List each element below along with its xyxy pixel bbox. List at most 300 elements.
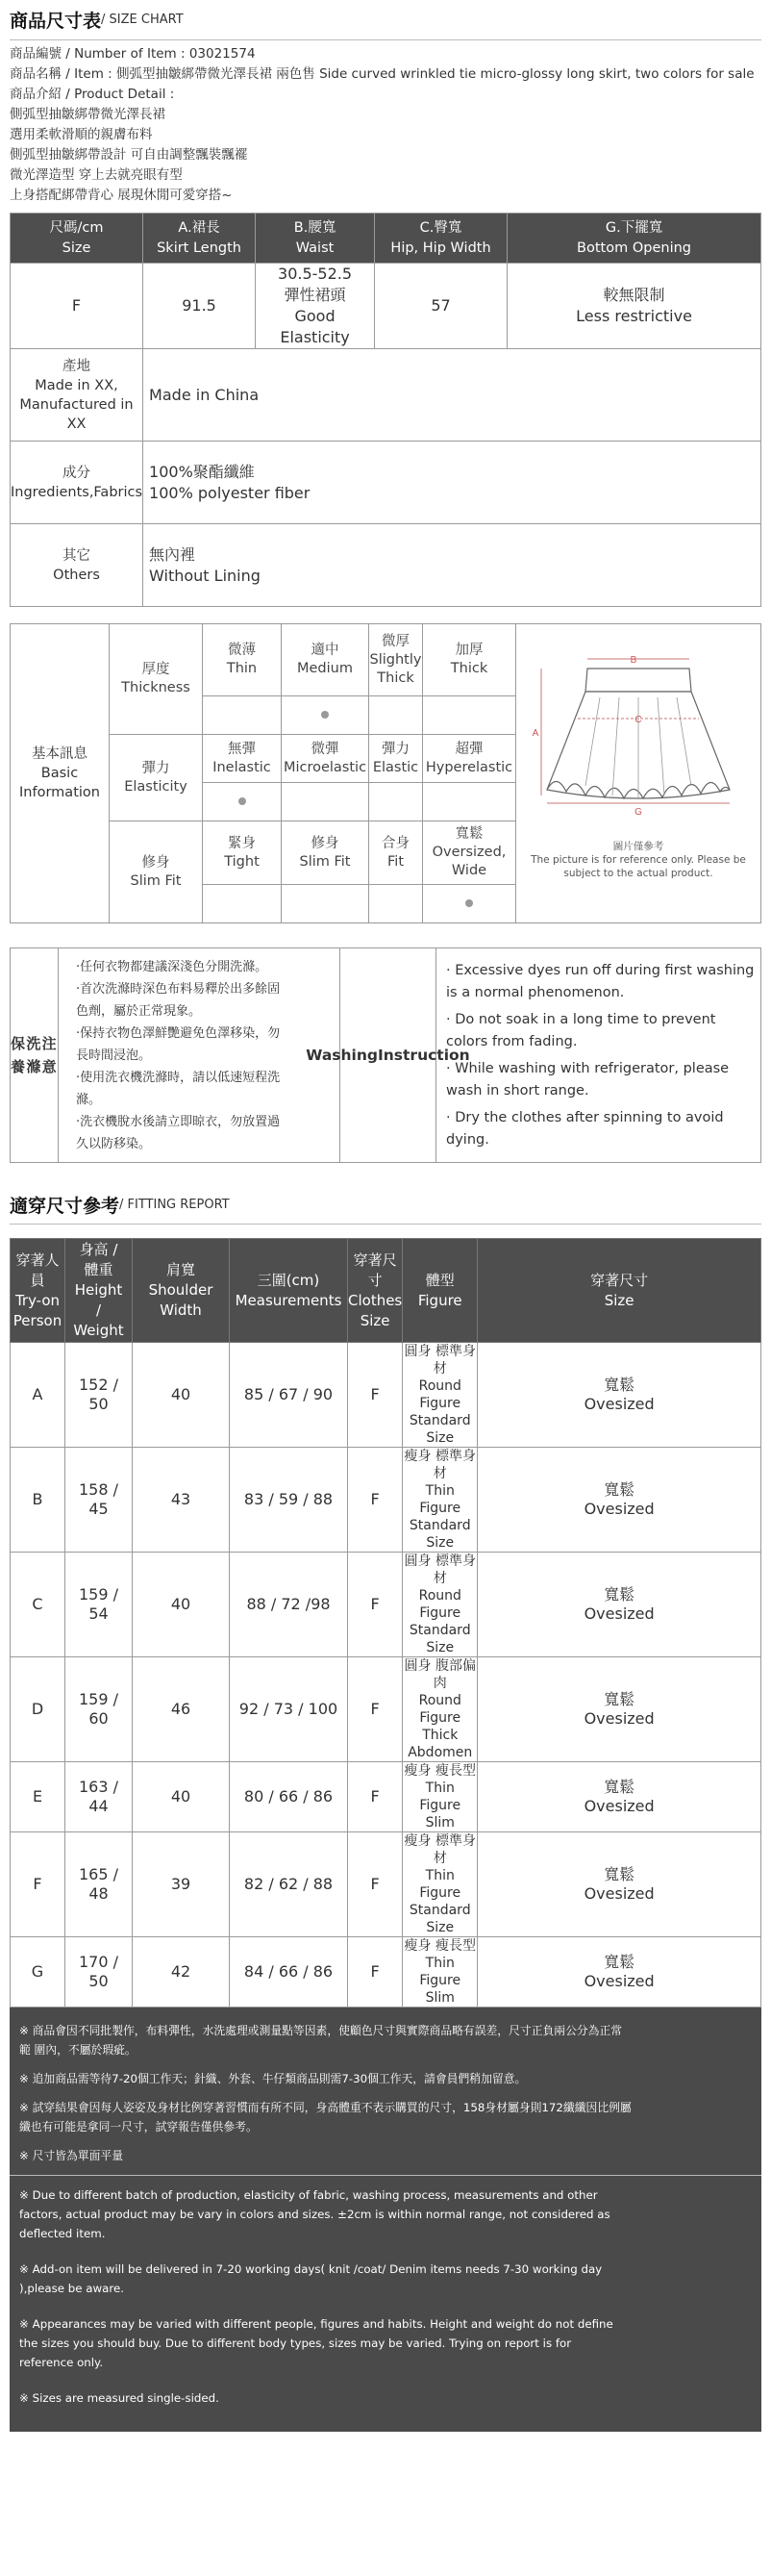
elasticity-option <box>369 735 423 783</box>
cell-line: Size <box>426 1640 455 1655</box>
option-line: 微薄 <box>228 643 256 658</box>
wash-line: ‧洗衣機脫水後請立即晾衣，勿放置過 <box>76 1115 281 1129</box>
header-line: Size <box>360 1311 390 1329</box>
fitting-cell <box>65 1832 133 1937</box>
row-label-line: Elasticity <box>124 778 187 795</box>
fitting-cell <box>65 1937 133 2008</box>
note-line: ※ 試穿結果會因每人姿姿及身材比例穿著習慣而有所不同，身高體重不表示購買的尺寸，158身材屬身則172纖纖因比例屬 <box>19 2101 632 2114</box>
diagram-label-g: G <box>634 807 642 818</box>
fitting-cell <box>11 1343 65 1448</box>
cell-line: Thin Figure <box>419 1956 461 1988</box>
waist-line: Elasticity <box>280 328 350 346</box>
fitting-cell <box>478 1832 761 1937</box>
bottom-line: Less restrictive <box>576 307 692 325</box>
fit-option <box>203 821 282 885</box>
page <box>10 0 761 2432</box>
header-line: Measurements <box>235 1291 342 1309</box>
diagram-caption <box>516 840 760 880</box>
note-zh <box>19 2146 752 2165</box>
cell-line: 152 / <box>78 1376 118 1394</box>
skirt-diagram <box>528 642 749 826</box>
note-line: deflected item. <box>19 2227 106 2240</box>
cell-line: 材 <box>433 1571 447 1586</box>
fitting-header-cell <box>478 1239 761 1343</box>
fitting-cell <box>230 1832 348 1937</box>
cell-line: Ovesized <box>584 1500 655 1518</box>
fit-option <box>369 821 423 885</box>
hip-cell: 57 <box>375 264 508 349</box>
note-en <box>19 2314 752 2372</box>
fitting-cell <box>133 1553 230 1657</box>
header-line: Size <box>62 240 91 256</box>
fitting-cell <box>403 1343 478 1448</box>
header-line: 肩寬 <box>165 1261 195 1278</box>
cell-line: D <box>31 1700 44 1718</box>
cell-line: B <box>32 1490 43 1508</box>
cell-line: 寬鬆 <box>604 1376 635 1394</box>
dot-indicator <box>238 797 246 805</box>
fitting-cell <box>403 1553 478 1657</box>
cell-line: 肉 <box>433 1676 447 1691</box>
cell-line: 48 <box>88 1884 109 1903</box>
fitting-header-cell <box>11 1239 65 1343</box>
fitting-table <box>10 1238 761 2008</box>
info-label-line: 產地 <box>62 358 91 374</box>
option-line: 無彈 <box>228 741 256 757</box>
caption-line: The picture is for reference only. Please be <box>531 854 746 866</box>
note-line: ※ 尺寸皆為單面平量 <box>19 2149 124 2162</box>
cell-line: 寬鬆 <box>604 1865 635 1883</box>
wash-line: · Excessive dyes run off during first washing <box>446 963 755 978</box>
elasticity-option <box>423 735 516 783</box>
cell-line: 54 <box>88 1604 109 1623</box>
fitting-header-cell <box>133 1239 230 1343</box>
dot-indicator <box>465 899 473 907</box>
header-line: Size <box>604 1291 634 1309</box>
info-label-line: Ingredients,Fabrics <box>11 484 143 500</box>
fitting-cell <box>133 1657 230 1762</box>
notes-en <box>19 2185 752 2408</box>
size-chart-subtitle: / SIZE CHART <box>101 13 184 27</box>
cell-line: Ovesized <box>584 1709 655 1728</box>
note-zh <box>19 2069 752 2088</box>
cell-line: Size <box>426 1535 455 1551</box>
origin-label <box>11 349 143 442</box>
cell-line: 43 <box>170 1490 191 1508</box>
info-row-origin <box>11 349 761 442</box>
fitting-cell <box>230 1657 348 1762</box>
cell-line: 60 <box>88 1709 109 1728</box>
info-label-line: Manufactured in <box>19 396 134 413</box>
fitting-cell <box>230 1937 348 2008</box>
header-line: 寸 <box>367 1271 383 1289</box>
info-label-line: XX <box>66 416 87 432</box>
info-label-line: 成分 <box>62 465 91 481</box>
row-label-line: 彈力 <box>141 760 170 776</box>
fitting-cell <box>11 1937 65 2008</box>
cell-line: 80 / 66 / 86 <box>243 1787 334 1806</box>
elasticity-option <box>203 735 282 783</box>
washing-zh-label <box>11 948 59 1162</box>
cell-line: 圓身 標準身 <box>404 1344 476 1359</box>
option-line: Wide <box>451 863 487 878</box>
header-line: 體重 <box>84 1261 113 1278</box>
fitting-header-cell <box>65 1239 133 1343</box>
option-line: Fit <box>387 853 404 870</box>
intro-line: 側弧型抽皺綁帶微光澤長裙 <box>10 107 165 122</box>
cell-line: Ovesized <box>584 1884 655 1903</box>
note-zh <box>19 2098 752 2136</box>
wash-en-item <box>444 1009 757 1053</box>
cell-line: Abdomen <box>408 1745 473 1760</box>
header-line: A.裙長 <box>178 219 220 236</box>
basic-info-line: Information <box>19 785 100 800</box>
size-table-header <box>11 214 761 264</box>
waist-line: 30.5-52.5 <box>278 265 353 283</box>
row-label-line: 修身 <box>141 854 170 871</box>
cell-line: 材 <box>433 1851 447 1866</box>
cell-line: Round <box>418 1693 461 1708</box>
cell-line: 40 <box>170 1595 191 1613</box>
header-line: Person <box>12 1311 62 1329</box>
wash-zh-item <box>74 978 332 1023</box>
header-line: C.臀寬 <box>419 219 462 236</box>
cell-line: 瘦身 標準身 <box>404 1449 476 1464</box>
header-line: 身高 / <box>79 1241 118 1258</box>
cell-line: 50 <box>88 1972 109 1990</box>
cell-line: 165 / <box>78 1865 118 1883</box>
thickness-option <box>369 624 423 696</box>
cell-line: F <box>370 1962 380 1981</box>
wash-en-item <box>444 1107 757 1151</box>
caption-line: 圖片僅參考 <box>612 841 664 852</box>
header-line: 體型 <box>425 1271 455 1289</box>
cell-line: Ovesized <box>584 1972 655 1990</box>
info-row-fabric <box>11 442 761 524</box>
fitting-cell <box>11 1448 65 1553</box>
product-intro <box>10 40 761 206</box>
option-line: Oversized, <box>432 845 507 860</box>
fitting-cell <box>133 1937 230 2008</box>
cell-line: 圓身 腹部偏 <box>404 1658 476 1674</box>
cell-line: 寬鬆 <box>604 1778 635 1796</box>
fitting-row <box>11 1832 761 1937</box>
size-chart-header <box>10 0 761 40</box>
cell-line: 88 / 72 /98 <box>246 1595 331 1613</box>
option-line: Medium <box>297 661 353 676</box>
dot-indicator <box>321 711 329 719</box>
option-line: Slim Fit <box>299 853 351 870</box>
cell-line: 寬鬆 <box>604 1480 635 1499</box>
intro-line: 選用柔軟滑順的親膚布料 <box>10 127 153 142</box>
skirt-diagram-cell <box>516 624 761 923</box>
intro-line: 商品編號 / Number of Item : 03021574 <box>10 46 256 62</box>
wash-line: 久以防移染。 <box>76 1137 152 1151</box>
size-chart-title: 商品尺寸表 <box>10 11 102 32</box>
option-line: 合身 <box>382 835 410 851</box>
cell-line: 50 <box>88 1395 109 1413</box>
fitting-cell <box>348 1448 403 1553</box>
note-line: 範 圍內，不屬於瑕疵。 <box>19 2043 137 2057</box>
cell-line: Figure <box>419 1605 461 1621</box>
wash-line: · While washing with refrigerator, please <box>446 1061 730 1076</box>
basic-info-line: Basic <box>40 766 79 781</box>
cell-line: 163 / <box>78 1778 118 1796</box>
cell-line: 45 <box>88 1500 109 1518</box>
cell-line: F <box>370 1875 380 1893</box>
fit-label <box>110 821 203 923</box>
note-zh <box>19 2021 752 2059</box>
elasticity-label <box>110 735 203 821</box>
info-label-line: Others <box>53 567 100 583</box>
fitting-header-cell <box>348 1239 403 1343</box>
size-header-cell <box>375 214 508 264</box>
header-line: Weight <box>73 1322 124 1339</box>
basic-info-label <box>11 624 110 923</box>
cell-line: 159 / <box>78 1585 118 1604</box>
cell-line: Ovesized <box>584 1797 655 1815</box>
intro-line: 商品介紹 / Product Detail : <box>10 87 175 102</box>
note-line: ※ Due to different batch of production, elasticity of fabric, washing process, measurements and other <box>19 2188 598 2202</box>
fitting-report-header <box>10 1186 761 1225</box>
size-header-cell <box>143 214 256 264</box>
info-value-line: 無內裡 <box>149 544 196 564</box>
note-en <box>19 2388 752 2408</box>
cell-line: 39 <box>170 1875 191 1893</box>
option-line: 加厚 <box>455 643 484 658</box>
cell-line: E <box>32 1787 43 1806</box>
option-line: 寬鬆 <box>455 826 484 842</box>
option-line: Thick <box>377 669 414 686</box>
cell-line: 92 / 73 / 100 <box>238 1700 338 1718</box>
cell-line: 40 <box>170 1787 191 1806</box>
wash-en-item <box>444 1058 757 1102</box>
fitting-cell <box>403 1762 478 1832</box>
wash-line: 長時間浸泡。 <box>76 1048 152 1063</box>
option-line: 修身 <box>311 835 339 851</box>
fit-option <box>282 821 369 885</box>
fitting-cell <box>65 1343 133 1448</box>
cell-line: 寬鬆 <box>604 1585 635 1604</box>
cell-line: 寬鬆 <box>604 1690 635 1708</box>
waist-line: Good <box>294 307 336 325</box>
cell-line: 85 / 67 / 90 <box>243 1385 334 1403</box>
cell-line: Thin Figure <box>419 1483 461 1516</box>
option-line: 微厚 <box>382 633 410 649</box>
header-line: Clothes <box>348 1291 403 1309</box>
washing-zh-list <box>59 948 340 1162</box>
note-line: ※ Add-on item will be delivered in 7-20 working days( knit /coat/ Denim items needs 7-30 working day <box>19 2262 603 2276</box>
size-table <box>10 213 761 607</box>
cell-line: 圓身 標準身 <box>404 1553 476 1569</box>
cell-line: 瘦身 標準身 <box>404 1833 476 1849</box>
header-line: 穿著尺 <box>353 1250 397 1269</box>
header-line: Figure <box>417 1291 462 1309</box>
waist-cell <box>256 264 375 349</box>
cell-line: 170 / <box>78 1953 118 1971</box>
option-line: 適中 <box>311 643 339 658</box>
fitting-cell <box>478 1343 761 1448</box>
others-label <box>11 524 143 607</box>
wash-label-line: Washing <box>306 1046 378 1064</box>
fitting-header-cell <box>403 1239 478 1343</box>
cell-line: Slim <box>425 1990 455 2006</box>
cell-line: F <box>33 1875 42 1893</box>
note-line: ※ 追加商品需等待7-20個工作天；針織、外套、牛仔類商品則需7-30個工作天，請會員們稍加留意。 <box>19 2072 527 2085</box>
note-line: ※ Appearances may be varied with different people, figures and habits. Height and weight do not define <box>19 2317 613 2331</box>
size-header-cell <box>508 214 761 264</box>
wash-line: 色劑，屬於正常現象。 <box>76 1004 202 1019</box>
wash-line: · Dry the clothes after spinning to avoid <box>446 1110 724 1125</box>
fitting-cell <box>403 1832 478 1937</box>
option-line: 微彈 <box>311 741 339 757</box>
diagram-label-c: C <box>634 715 642 725</box>
wash-zh-item <box>74 956 332 978</box>
note-en <box>19 2260 752 2298</box>
header-line: Waist <box>295 240 335 256</box>
cell-line: 82 / 62 / 88 <box>243 1875 334 1893</box>
wash-line: dying. <box>446 1132 489 1148</box>
note-line: ※ 商品會因不同批製作，布料彈性，水洗處理或測量點等因素，使顧色尺寸與實際商品略有誤差，尺寸正負兩公分為正常 <box>19 2024 623 2037</box>
wash-label-line: 洗滌 <box>26 1035 41 1075</box>
fitting-cell <box>478 1448 761 1553</box>
cell-line: Figure <box>419 1396 461 1411</box>
option-line: 彈力 <box>382 741 410 757</box>
info-value-line: 100%聚酯纖維 <box>149 462 255 481</box>
wash-line: ‧保持衣物色澤鮮艷避免色澤移染，勿 <box>76 1026 281 1041</box>
fitting-cell <box>65 1657 133 1762</box>
fitting-cell <box>65 1448 133 1553</box>
caption-line: subject to the actual product. <box>563 868 713 879</box>
fitting-cell <box>348 1832 403 1937</box>
option-line: Inelastic <box>212 759 271 775</box>
bottom-cell <box>508 264 761 349</box>
wash-zh-item <box>74 1023 332 1067</box>
header-line: Hip, Hip Width <box>390 240 491 256</box>
header-line: Shoulder Width <box>148 1281 213 1319</box>
fitting-cell <box>478 1937 761 2008</box>
cell-line: Standard <box>409 1623 471 1638</box>
thickness-label <box>110 624 203 735</box>
header-line: 三圍(cm) <box>257 1271 320 1289</box>
note-line: the sizes you should buy. Due to different body types, sizes may be varied. Trying on report is for <box>19 2336 572 2350</box>
header-line: Try-on <box>14 1291 61 1309</box>
cell-line: 材 <box>433 1466 447 1481</box>
option-line: Thick <box>450 661 488 676</box>
wash-zh-item <box>74 1067 332 1111</box>
info-value-line: Without Lining <box>149 566 261 585</box>
cell-line: 158 / <box>78 1480 118 1499</box>
info-label-line: Made in XX, <box>35 377 118 393</box>
fit-option <box>423 821 516 885</box>
cell-line: 46 <box>170 1700 191 1718</box>
cell-line: C <box>32 1595 43 1613</box>
fitting-cell <box>11 1657 65 1762</box>
fitting-row <box>11 1553 761 1657</box>
fitting-cell <box>230 1343 348 1448</box>
fitting-table-header <box>11 1239 761 1343</box>
cell-line: F <box>370 1595 380 1613</box>
info-label-line: 其它 <box>62 547 91 564</box>
fitting-cell <box>348 1343 403 1448</box>
wash-line: is a normal phenomenon. <box>446 985 625 1000</box>
info-value-line: 100% polyester fiber <box>149 483 311 502</box>
cell-line: Thick <box>422 1728 459 1743</box>
notes-section <box>10 2008 761 2432</box>
header-line: 尺碼/cm <box>49 219 104 236</box>
intro-line: 商品名稱 / Item : 側弧型抽皺綁帶微光澤長裙 兩色售 Side curved wrinkled tie micro-glossy long skirt, two colors for sale <box>10 66 755 82</box>
cell-line: 44 <box>88 1797 109 1815</box>
basic-info-line: 基本訊息 <box>32 746 87 762</box>
option-line: Slightly <box>369 651 422 668</box>
option-line: 緊身 <box>228 835 256 851</box>
fitting-cell <box>348 1762 403 1832</box>
header-line: Skirt Length <box>157 240 241 256</box>
fitting-cell <box>348 1937 403 2008</box>
cell-line: Figure <box>419 1710 461 1726</box>
fitting-report-subtitle: / FITTING REPORT <box>119 1198 230 1212</box>
size-table-row <box>11 264 761 349</box>
option-line: Elastic <box>372 759 419 775</box>
cell-line: Thin Figure <box>419 1868 461 1901</box>
fitting-cell <box>348 1657 403 1762</box>
fitting-cell <box>478 1657 761 1762</box>
header-line: G.下擺寬 <box>605 219 663 236</box>
cell-line: F <box>370 1700 380 1718</box>
intro-line: 上身搭配綁帶背心 展現休閒可愛穿搭~ <box>10 188 233 203</box>
option-line: Thin <box>226 661 258 676</box>
fitting-cell <box>403 1657 478 1762</box>
fitting-cell <box>133 1832 230 1937</box>
cell-line: Round <box>418 1378 461 1394</box>
fitting-cell <box>65 1762 133 1832</box>
cell-line: 材 <box>433 1361 447 1376</box>
header-line: 穿著尺寸 <box>590 1271 649 1289</box>
fitting-header-cell <box>230 1239 348 1343</box>
wash-en-item <box>444 960 757 1004</box>
cell-line: G <box>31 1962 44 1981</box>
wash-label-line: Instruction <box>378 1046 470 1064</box>
fitting-cell <box>403 1448 478 1553</box>
wash-line: 滌。 <box>76 1093 102 1107</box>
wash-zh-item <box>74 1111 332 1155</box>
fitting-report-title: 適穿尺寸參考 <box>10 1196 120 1217</box>
header-line: / <box>95 1301 102 1319</box>
row-label-line: Thickness <box>121 680 190 695</box>
origin-value <box>143 349 761 442</box>
intro-line: 側弧型抽皺綁帶設計 可自由調整飄裝飄襬 <box>10 147 248 163</box>
cell-line: Thin Figure <box>419 1780 461 1813</box>
fitting-cell <box>133 1762 230 1832</box>
cell-line: 瘦身 瘦長型 <box>404 1938 476 1954</box>
cell-line: Slim <box>425 1815 455 1831</box>
info-row-others <box>11 524 761 607</box>
elasticity-option <box>282 735 369 783</box>
header-line: Height <box>74 1281 123 1299</box>
wash-line: ‧使用洗衣機洗滌時，請以低速短程洗 <box>76 1071 281 1085</box>
row-label-line: Slim Fit <box>130 872 182 889</box>
note-line: ※ Sizes are measured single-sided. <box>19 2391 219 2405</box>
cell-line: F <box>370 1385 380 1403</box>
fitting-cell <box>230 1448 348 1553</box>
notes-zh <box>19 2021 752 2165</box>
wash-line: ‧任何衣物都建議深淺色分開洗滌。 <box>76 960 268 974</box>
basic-info-table <box>10 623 761 923</box>
wash-label-line: 保養 <box>11 1035 26 1075</box>
size-cell: F <box>11 264 143 349</box>
cell-line: F <box>370 1787 380 1806</box>
fitting-row <box>11 1937 761 2008</box>
